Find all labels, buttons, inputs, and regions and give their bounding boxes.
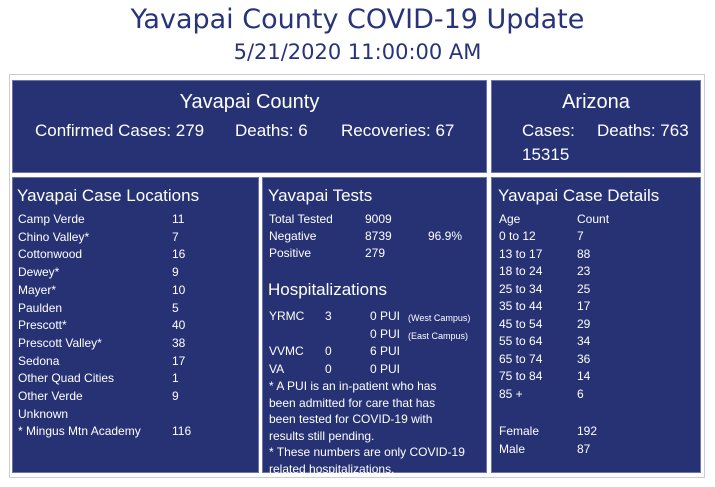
age-group: 25 to 34 [499, 281, 543, 296]
hospital-campus: (West Campus) [408, 313, 471, 323]
age-group: 45 to 54 [499, 316, 543, 331]
location-count: 9 [172, 389, 179, 403]
case-locations-heading: Yavapai Case Locations [17, 186, 200, 205]
location-count: 1 [172, 371, 179, 386]
hospital-name: VA [269, 361, 285, 376]
hospitalization-note: been tested for COVID-19 with [269, 412, 433, 426]
age-group: 55 to 64 [499, 334, 543, 348]
location-count: 116 [172, 424, 192, 439]
state-summary-panel [491, 80, 701, 173]
age-group: 0 to 12 [499, 229, 536, 243]
hospitalization-note: been admitted for care that has [269, 395, 436, 410]
county-deaths: Deaths: 6 [235, 121, 308, 140]
age-count: 14 [577, 369, 591, 383]
age-group: 75 to 84 [499, 369, 543, 383]
test-value: 9009 [365, 212, 392, 226]
location-count: 9 [172, 265, 179, 280]
location-count: 5 [172, 300, 179, 315]
hospitalization-note: * A PUI is an in-patient who has [269, 379, 437, 393]
gender-label: Female [499, 424, 540, 438]
gender-count: 87 [577, 441, 591, 456]
location-count: 11 [172, 212, 185, 226]
hospital-campus: (East Campus) [408, 330, 469, 341]
age-count: 88 [577, 246, 591, 261]
age-count: 25 [577, 281, 591, 296]
county-confirmed-cases: Confirmed Cases: 279 [35, 121, 205, 140]
hospitalization-note: * These numbers are only COVID-19 [269, 445, 465, 459]
location-name: Chino Valley* [18, 229, 90, 244]
location-name: Other Verde [18, 389, 83, 403]
location-name: Paulden [18, 300, 63, 315]
hospital-name: VVMC [269, 344, 304, 358]
test-percent: 96.9% [428, 229, 463, 243]
location-name: * Mingus Mtn Academy [18, 424, 141, 439]
hospital-count: 0 [325, 344, 332, 358]
state-deaths: Deaths: 763 [597, 121, 689, 140]
case-locations-panel [12, 177, 259, 473]
age-count: 23 [577, 264, 591, 278]
location-name: Unknown [18, 406, 69, 421]
location-name: Prescott Valley* [18, 335, 102, 350]
hospital-pui: 6 PUI [370, 344, 401, 358]
tests-heading: Yavapai Tests [268, 186, 373, 205]
hospital-count: 0 [325, 361, 332, 376]
hospital-count: 3 [325, 309, 332, 323]
gender-count: 192 [577, 424, 598, 438]
age-column-header: Age [499, 212, 521, 226]
state-cases-label: Cases: [522, 121, 575, 140]
location-name: Cottonwood [18, 247, 83, 262]
tests-panel [262, 177, 487, 476]
test-label: Negative [269, 229, 317, 243]
page-title: Yavapai County COVID-19 Update [130, 4, 585, 35]
location-count: 10 [172, 282, 186, 297]
county-recoveries: Recoveries: 67 [341, 121, 455, 140]
hospital-name: YRMC [269, 309, 305, 323]
location-name: Prescott* [18, 318, 67, 333]
test-value: 279 [365, 246, 386, 260]
age-count: 17 [577, 299, 591, 313]
hospitalizations-heading: Hospitalizations [268, 280, 388, 299]
hospital-pui: 0 PUI [370, 361, 401, 376]
age-group: 85 + [499, 386, 523, 401]
location-count: 17 [172, 353, 186, 368]
location-count: 16 [172, 247, 186, 262]
age-group: 65 to 74 [499, 351, 543, 366]
county-heading: Yavapai County [179, 91, 320, 113]
age-count: 29 [577, 316, 591, 331]
hospitalization-note: related hospitalizations. [269, 461, 395, 476]
location-name: Mayer* [18, 282, 57, 297]
test-value: 8739 [365, 229, 392, 243]
hospital-pui: 0 PUI [370, 309, 401, 323]
test-label: Positive [269, 246, 312, 260]
location-count: 40 [172, 318, 186, 333]
hospitalization-note: results still pending. [269, 428, 375, 443]
age-count: 6 [577, 386, 584, 401]
location-name: Sedona [18, 353, 60, 368]
test-label: Total Tested [269, 212, 333, 226]
location-count: 38 [172, 335, 186, 350]
state-heading: Arizona [562, 91, 630, 113]
county-summary-panel [12, 80, 487, 173]
location-name: Camp Verde [18, 212, 85, 226]
age-group: 35 to 44 [499, 299, 543, 313]
hospital-pui: 0 PUI [370, 326, 401, 341]
case-details-heading: Yavapai Case Details [498, 186, 660, 205]
location-name: Other Quad Cities [18, 371, 115, 386]
age-count: 34 [577, 334, 591, 348]
age-count: 36 [577, 351, 591, 366]
age-group: 18 to 24 [499, 264, 543, 278]
location-count: 7 [172, 229, 179, 244]
count-column-header: Count [577, 212, 610, 226]
update-timestamp: 5/21/2020 11:00:00 AM [233, 40, 482, 64]
gender-label: Male [499, 441, 526, 456]
case-details-panel [491, 177, 701, 473]
age-group: 13 to 17 [499, 246, 543, 261]
age-count: 7 [577, 229, 584, 243]
state-cases-value: 15315 [522, 145, 570, 164]
location-name: Dewey* [18, 265, 60, 280]
